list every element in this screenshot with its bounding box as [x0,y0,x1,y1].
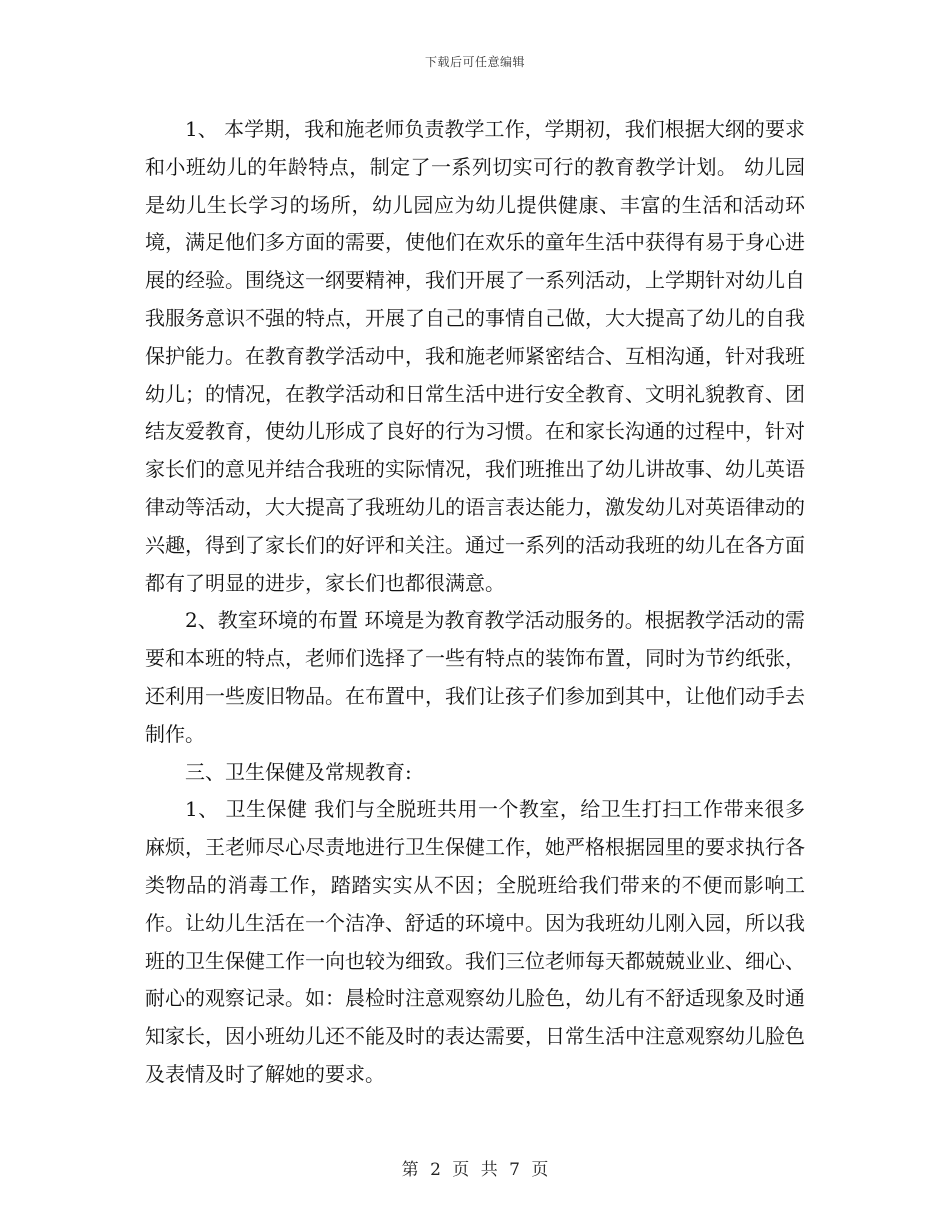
paragraph-health-care: 1、 卫生保健 我们与全脱班共用一个教室，给卫生打扫工作带来很多麻烦，王老师尽心尽责地进行卫生保健工作，她严格根据园里的要求执行各类物品的消毒工作，踏踏实实从不因；全脱班给我们带来的不便而影响工作。让幼儿生活在一个洁净、舒适的环境中。因为我班幼儿刚入园，所以我班的卫生保健工作一向也较为细致。我们三位老师每天都兢兢业业、细心、耐心的观察记录。如：晨检时注意观察幼儿脸色，幼儿有不舒适现象及时通知家长，因小班幼儿还不能及时的表达需要，日常生活中注意观察幼儿脸色及表情及时了解她的要求。 [145,797,805,1086]
page-number-footer: 第 2 页 共 7 页 [401,1160,549,1180]
document-body [145,111,805,1094]
page-header: 下载后可任意编辑 [424,55,525,69]
paragraph-teaching-work: 1、 本学期，我和施老师负责教学工作，学期初，我们根据大纲的要求和小班幼儿的年龄特点，制定了一系列切实可行的教育教学计划。 幼儿园是幼儿生长学习的场所，幼儿园应为幼儿提供健康、丰富的生活和活动环境，满足他们多方面的需要，使他们在欢乐的童年生活中获得有易于身心进展的经验。围绕这一纲要精神，我们开展了一系列活动，上学期针对幼儿自我服务意识不强的特点，开展了自己的事情自己做，大大提高了幼儿的自我保护能力。在教育教学活动中，我和施老师紧密结合、互相沟通，针对我班幼儿；的情况，在教学活动和日常生活中进行安全教育、文明礼貌教育、团结友爱教育，使幼儿形成了良好的行为习惯。在和家长沟通的过程中，针对家长们的意见并结合我班的实际情况，我们班推出了幼儿讲故事、幼儿英语律动等活动，大大提高了我班幼儿的语言表达能力，激发幼儿对英语律动的兴趣，得到了家长们的好评和关注。通过一系列的活动我班的幼儿在各方面都有了明显的进步，家长们也都很满意。 [145,117,805,595]
paragraph-classroom-environment: 2、教室环境的布置 环境是为教育教学活动服务的。根据教学活动的需要和本班的特点，老师们选择了一些有特点的装饰布置，同时为节约纸张，还利用一些废旧物品。在布置中，我们让孩子们参加到其中，让他们动手去制作。 [145,608,805,746]
section-heading-health-care: 三、卫生保健及常规教育: [185,759,412,784]
